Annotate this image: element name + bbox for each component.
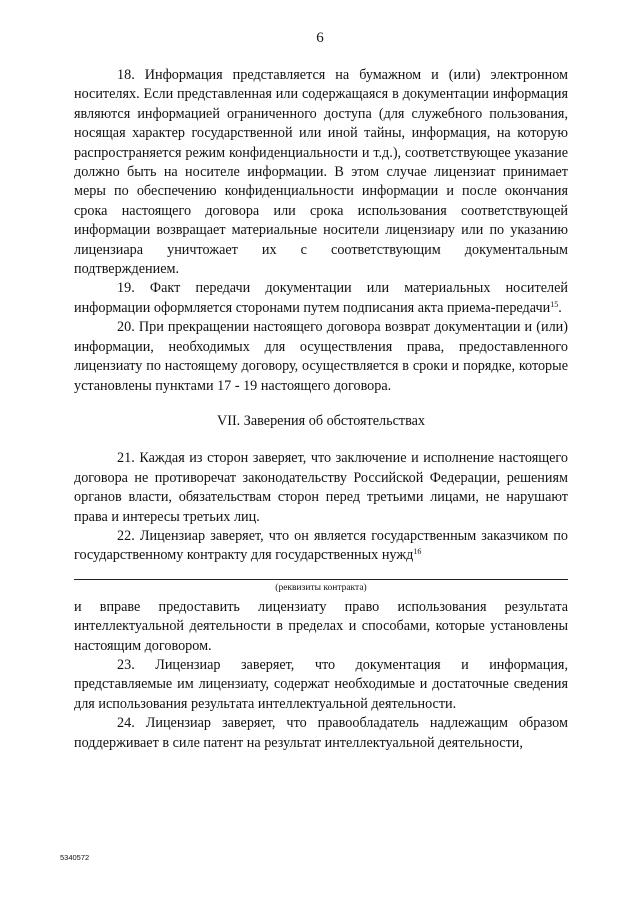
paragraph-22 [74, 527, 568, 566]
paragraph-23: 23. Лицензиар заверяет, что документация и информация, представляемые им лицензиату, содержат необходимые и достаточные сведения для использования результата интеллектуальной деятельности. [74, 656, 568, 712]
footer-document-code: 5340572 [60, 853, 90, 862]
contract-details-line [74, 579, 568, 580]
paragraph-19 [74, 279, 568, 318]
paragraph-22-continuation: и вправе предоставить лицензиату право использования результата интеллектуальной деятельности в пределах и способами, которые установлены настоящим договором. [74, 598, 568, 654]
contract-details-caption: (реквизиты контракта) [275, 582, 367, 593]
document-body [74, 66, 568, 753]
paragraph-20: 20. При прекращении настоящего договора возврат документации и (или) информации, необходимых для осуществления права, предоставленного лицензиату по настоящему договору, осуществляется в сроки и порядке, которые установлены пунктами 17 - 19 настоящего договора. [74, 319, 568, 394]
section-title: VII. Заверения об обстоятельствах [216, 412, 426, 429]
paragraph-21: 21. Каждая из сторон заверяет, что заключение и исполнение настоящего договора не противоречат законодательству Российской Федерации, решениям органов власти, обязательствам сторон перед третьими лицами, не нарушают права и интересы третьих лиц. [74, 450, 568, 525]
paragraph-19-text: 19. Факт передачи документации или материальных носителей информации оформляется сторонами путем подписания акта приема-передачи [74, 280, 568, 316]
paragraph-22-text: 22. Лицензиар заверяет, что он является государственным заказчиком по государственному контракту для государственных нужд [74, 527, 568, 564]
footnote-ref-15[interactable]: 15 [550, 299, 559, 309]
paragraph-19-end: . [558, 299, 562, 316]
footnote-ref-16[interactable]: 16 [413, 547, 422, 557]
paragraph-18: 18. Информация представляется на бумажном и (или) электронном носителях. Если представленная или содержащаяся в документации информация являются информацией ограниченного доступа (для служебного пользования, носящая характер государственной или иной тайны, информация, на которую распространяется режим конфиденциальности и т.д.), соответствующее указание должно быть на носителе информации. В этом случае лицензиат принимает меры по обеспечению конфиденциальности информации и после окончания срока настоящего договора или срока использования соответствующей информации возвращает материальные носители лицензиару или по указанию лицензиара уничтожает их с соответствующим документальным подтверждением. [74, 67, 568, 278]
paragraph-24: 24. Лицензиар заверяет, что правообладатель надлежащим образом поддерживает в силе патент на результат интеллектуальной деятельности, [74, 715, 568, 751]
page-number: 6 [316, 30, 324, 46]
